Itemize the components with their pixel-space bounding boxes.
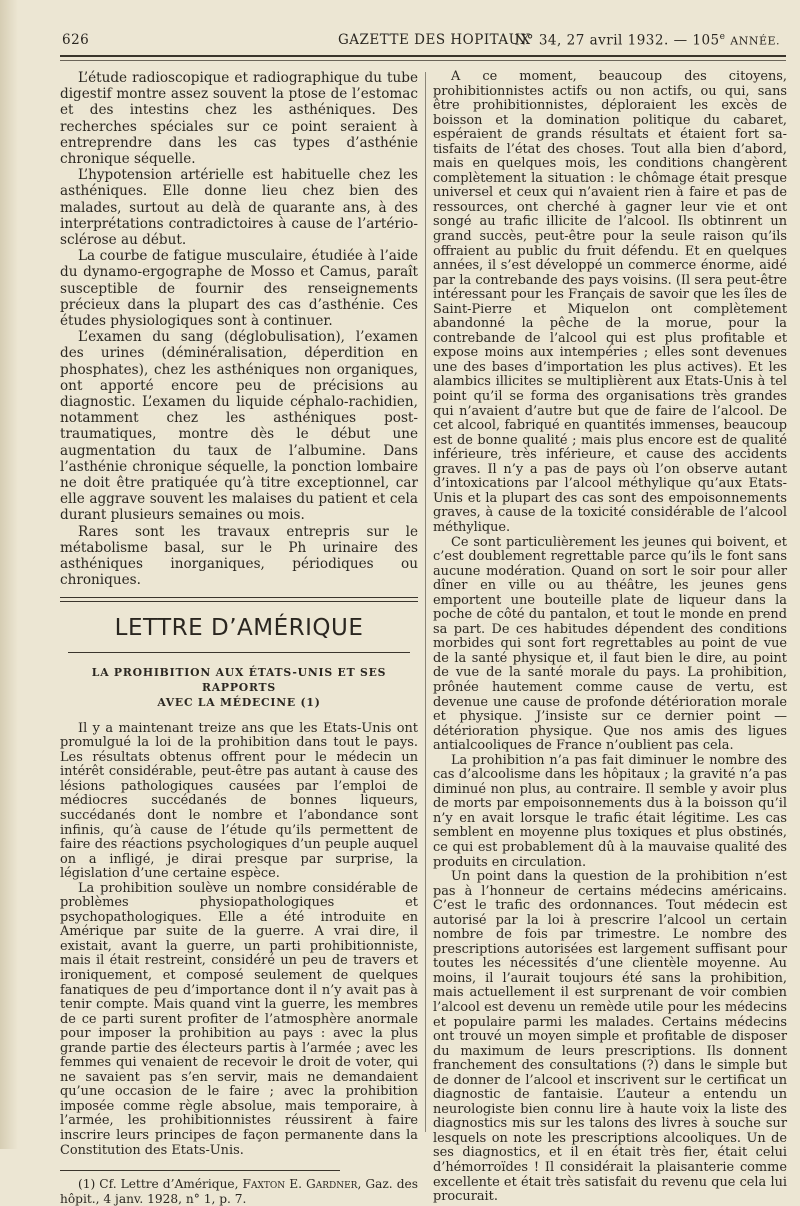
paragraph: Un point dans la question de la prohibition n’est pas à l’honneur de certains médecins américains. C’est le trafic des ordonnances. Tout médecin est autorisé par la loi à prescrire l’alcool un certain nombre de fois par trimestre. Le nombre des prescriptions autorisées est largement suffisant pour toutes les nécessités d’une clientèle moyenne. Au moins, il l’aurait toujours été sans la prohibition, mais actuellement il est surprenant de voir combien l’alcool est devenu un remède utile pour les médecins et populaire parmi les malades. Certains médecins ont trouvé un moyen simple et profitable de disposer du maximum de leurs prescriptions. Ils donnent franchement des consultations (?) dans le simple but de donner de l’alcool et inscrivent sur le certificat un diagnostic de fantaisie. L’auteur a entendu un neurologiste bien connu lire à haute voix la liste des diagnostics mis sur les talons des livres à souche sur lesquels on note les prescriptions alcooliques. Un de ses diagnostics, et il en était très fier, était celui d’hémorroïdes ! Il considérait la plaisanterie comme excellente et était très satisfait du revenu que cela lui procurait. — [433, 869, 787, 1205]
paragraph: A ce moment, beaucoup des citoyens, prohibitionnistes actifs ou non actifs, ou qui, sans être prohibitionnistes, déploraient les excès de boisson et la domination politique du cabaret, espéraient de grands résultats et étaient fort satisfaits de l’état des choses. Tout alla bien d’abord, mais en quelques mois, les conditions changèrent complètement la situation : le chômage était presque universel et ceux qui n’avaient rien à faire et pas de ressources, ont cherché à gagner leur vie et ont songé au trafic illicite de l’alcool. Ils obtinrent un grand succès, peut-être pour la seule raison qu’ils offraient au public du fruit défendu. Et en quelques années, il s’est développé un commerce énorme, aidé par la contrebande des pays voisins. (Il sera peut-être intéressant pour les Français de savoir que les îles de Saint-Pierre et Miquelon ont complètement abandonné la pêche de la morue, pour la contrebande de l’alcool qui est plus profitable et expose moins aux intempéries ; elles sont devenues une des bases d’importation les plus actives). Et les alambics illicites se multiplièrent aux Etats-Unis à tel point qu’il se forma des organisations très grandes qui n’avaient d’autre but que de faire de l’alcool. De cet alcool, fabriqué en quantités immenses, beaucoup est de bonne qualité ; mais plus encore est de qualité inférieure, très inférieure, et cause des accidents graves. Il n’y a pas de pays où l’on observe autant d’intoxications par l’alcool méthylique qu’aux Etats-Unis et la plupart des cas sont des empoisonnements graves, à cause de la toxicité considérable de l’alcool méthylique. — [433, 69, 787, 535]
paragraph: Rares sont les travaux entrepris sur le métabolisme basal, sur le Ph urinaire des asthéniques inorganiques, périodiques ou chroniques. — [60, 523, 418, 589]
paragraph: L’examen du sang (déglobulisation), l’examen des urines (déminéralisation, déperdition en phosphates), chez les asthéniques non organiques, ont apporté encore peu de précisions au diagnostic. L’examen du liquide céphalo-rachidien, notamment chez les asthéniques post-traumatiques, montre dès le début une augmentation du taux de l’albumine. Dans l’asthénie chronique séquelle, la ponction lombaire ne doit être pratiquée qu’à titre exceptionnel, car elle aggrave souvent les malaises du patient et cela durant plusieurs semaines ou mois. — [60, 329, 418, 524]
paragraph: L’hypotension artérielle est habituelle chez les asthéniques. Elle donne lieu chez bien des malades, surtout au delà de quarante ans, à des interprétations contradictoires à cause de l’artério-sclérose au début. — [60, 167, 418, 249]
article-title-line: LA PROHIBITION AUX ÉTATS-UNIS ET SES RAPPORTS — [91, 665, 387, 694]
article-title-line: AVEC LA MÉDECINE (1) — [157, 695, 321, 709]
section-title: LETTRE D’AMÉRIQUE — [114, 614, 364, 641]
article-title — [60, 665, 418, 710]
paragraph: La prohibition n’a pas fait diminuer le nombre des cas d’alcoolisme dans les hôpitaux ; la gravité n’a pas diminué non plus, au contraire. Il semble y avoir plus de morts par empoisonnements dus à la boisson qu’il n’y en avait lorsque le trafic était légitime. Les cas semblent en moyenne plus toxiques et plus obstinés, ce qui est probablement dû à la mauvaise qualité des produits en circulation. — [433, 752, 787, 870]
paragraph: L’étude radioscopique et radiographique du tube digestif montre assez souvent la ptose de l’estomac et des intestins chez les asthéniques. Des recherches spéciales sur ce point seraient à entreprendre dans les cas types d’asthénie chronique séquelle. — [60, 70, 418, 168]
footnote-author: Faxton E. Gardner — [242, 1177, 358, 1192]
journal-title: GAZETTE DES HOPITAUX — [338, 32, 531, 48]
left-column — [60, 70, 418, 1206]
paragraph: Il y a maintenant treize ans que les Etats-Unis ont promulgué la loi de la prohibition dans tout le pays. Les résultats obtenus offrent pour le médecin un intérêt considérable, peut-être pas autant à cause des lésions pathologiques causées par l’emploi de médiocres succédanés de bonnes liqueurs, succédanés dont le nombre et l’abondance sont infinis, qu’à cause de l’étude qu’ils permettent de faire des réactions psychologiques d’un peuple auquel on a infligé, je dirai presque par surprise, la législation d’une certaine espèce. — [60, 720, 418, 882]
section-divider — [60, 597, 418, 602]
running-header — [60, 32, 786, 54]
footnote-prefix: (1) Cf. Lettre d’Amérique, — [78, 1177, 243, 1192]
footnote-rule — [60, 1170, 340, 1171]
column-divider — [425, 72, 426, 1132]
article-body — [60, 722, 418, 1158]
header-rule — [60, 55, 786, 57]
page-edge-shadow — [0, 0, 18, 1149]
issue-info — [514, 32, 780, 49]
issue-prefix: N° 34, 27 avril 1932. — 105 — [514, 32, 720, 49]
page-number: 626 — [62, 32, 90, 48]
section-title-rule — [68, 652, 410, 653]
paragraph: Ce sont particulièrement les jeunes qui boivent, et c’est doublement regrettable parce qu’ils le font sans aucune modération. Quand on sort le soir pour aller dîner en ville ou au théâtre, les jeunes gens emportent une bouteille plate de liqueur dans la poche de côté du pantalon, et tout le monde en prend sa part. De ces habitudes dépendent des conditions morbides qui sont fort regrettables au point de vue de la santé physique et, il faut bien le dire, au point de vue de la santé morale du pays. La prohibition, prônée hautement comme cause de vertu, est devenue une cause de profonde détérioration morale et physique. J’insiste sur ce dernier point — détérioration physique. Que nos amis des ligues antialcooliques de France n’oublient pas cela. — [433, 534, 787, 754]
footnote-source: , Gaz. des hôpit., 4 janv. 1928, n° 1, p. 7. — [60, 1177, 418, 1206]
issue-sup: e — [719, 32, 726, 42]
paragraph: La prohibition soulève un nombre considérable de problèmes physiopathologiques et psychopathologiques. Elle a été introduite en Amérique par suite de la guerre. A vrai dire, il existait, avant la guerre, un parti prohibitionniste, mais il était restreint, considéré un peu de travers et ironiquement, et composé seulement de quelques fanatiques de peu d’importance dont il n’y avait pas à tenir compte. Mais quand vint la guerre, les membres de ce parti surent profiter de l’atmosphère anormale pour imposer la prohibition au pays : avec la plus grande partie des électeurs partis à l’armée ; avec les femmes qui venaient de recevoir le droit de voter, qui ne savaient pas s’en servir, mais ne demandaient qu’une occasion de le faire ; avec la prohibition imposée comme règle absolue, mais temporaire, à l’armée, les prohibitionnistes réussirent à faire inscrire leurs principes de façon permanente dans la Constitution des Etats-Unis. — [60, 880, 418, 1158]
paragraph: La courbe de fatigue musculaire, étudiée à l’aide du dynamo-ergographe de Mosso et Camus, paraît susceptible de fournir des renseignements précieux dans la plupart des cas d’asthénie. Ces études physiologiques sont à continuer. — [60, 248, 418, 330]
right-column — [433, 70, 787, 1205]
issue-suffix: ANNÉE. — [730, 34, 780, 48]
footnote — [60, 1177, 418, 1206]
header-rule-thin — [60, 60, 786, 61]
